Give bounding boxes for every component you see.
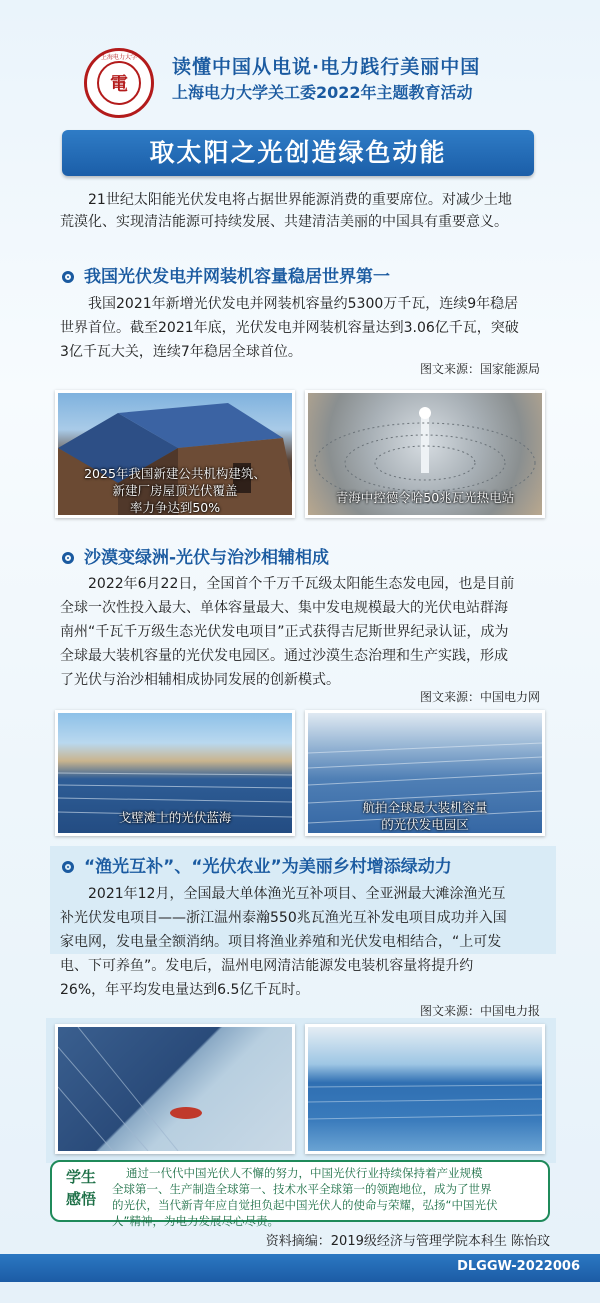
section2-line-4: 全球最大装机容量的光伏发电园区。通过沙漠生态治理和生产实践，形成: [60, 648, 508, 664]
section2-source: 图文来源：中国电力网: [419, 690, 540, 704]
intro-line-1: 21世纪太阳能光伏发电将占据世界能源消费的重要席位。对减少土地: [88, 192, 512, 208]
student-reflection-tag: [56, 1166, 106, 1216]
bullet-icon: [62, 552, 74, 564]
section1-line-3: 3亿千瓦大关，连续7年稳居全球首位。: [60, 344, 302, 360]
photo-coastal-solar: [305, 1024, 545, 1154]
student-tag-line1: 学生: [65, 1168, 96, 1186]
photo-fishery-solar: [55, 1024, 295, 1154]
section2-heading: [62, 543, 329, 568]
student-line-2: 全球第一、生产制造全球第一、技术水平全球第一的领跑地位，成为了世界: [112, 1182, 492, 1196]
section2-line-1: 2022年6月22日，全国首个千万千瓦级太阳能生态发电园，也是目前: [88, 576, 515, 592]
section2-heading-text: 沙漠变绿洲-光伏与治沙相辅相成: [84, 548, 330, 568]
photo2-caption: 青海中控德令哈50兆瓦光热电站: [335, 490, 515, 505]
logo-ring-text: 上海电力大学: [100, 54, 137, 61]
section3-line-1: 2021年12月，全国最大单体渔光互补项目、全亚洲最大滩涂渔光互: [88, 886, 506, 902]
student-line-3: 的光伏，当代新青年应自觉担负起中国光伏人的使命与荣耀，弘扬“中国光伏: [112, 1198, 498, 1212]
photo3-caption: 戈壁滩上的光伏蓝海: [118, 810, 232, 825]
intro-line-2: 荒漠化、实现清洁能源可持续发展、共建清洁美丽的中国具有重要意义。: [60, 214, 508, 230]
section3-line-5: 26%，年平均发电量达到6.5亿千瓦时。: [60, 982, 310, 998]
photo1-caption-line2: 新建厂房屋顶光伏覆盖: [112, 483, 238, 498]
bullet-icon: [62, 271, 74, 283]
photo-gobi-solar: [55, 710, 295, 836]
page-title-banner: 取太阳之光创造绿色动能: [62, 130, 534, 176]
student-line-1: 通过一代代中国光伏人不懈的努力，中国光伏行业持续保持着产业规模: [126, 1166, 483, 1180]
section1-heading: [62, 262, 390, 287]
student-line-4: 人”精神，为电力发展尽心尽责。: [112, 1214, 279, 1228]
university-logo: [84, 48, 154, 118]
section2-line-3: 南州“千瓦千万级生态光伏发电项目”正式获得吉尼斯世界纪录认证，成为: [60, 624, 509, 640]
photo4-caption-line2: 的光伏发电园区: [381, 817, 469, 832]
bullet-icon: [62, 861, 74, 873]
photo4-caption-line1: 航拍全球最大装机容量: [362, 800, 488, 815]
section3-heading: [62, 852, 452, 877]
section2-line-2: 全球一次性投入最大、单体容量最大、集中发电规模最大的光伏电站群海: [60, 600, 508, 616]
coastal-solar-image: [308, 1027, 542, 1151]
photo1-caption-line1: 2025年我国新建公共机构建筑、: [84, 466, 266, 481]
fishery-solar-image: [58, 1027, 292, 1151]
student-tag-line2: 感悟: [65, 1190, 96, 1208]
section3-line-2: 补光伏发电项目——浙江温州泰瀚550兆瓦渔光互补发电项目成功并入国: [60, 910, 507, 926]
student-reflection-text: [112, 1165, 542, 1229]
section1-line-1: 我国2021年新增光伏发电并网装机容量约5300万千瓦，连续9年稳居: [88, 296, 519, 312]
credit-line: 资料摘编：2019级经济与管理学院本科生 陈怡玟: [265, 1234, 550, 1249]
section3-line-4: 电、下可养鱼”。发电后，温州电网清洁能源发电装机容量将提升约: [60, 958, 474, 974]
section3-line-3: 家电网，发电量全额消纳。项目将渔业养殖和光伏发电相结合，“上可发: [60, 934, 502, 950]
section2-line-5: 了光伏与治沙相辅相成协同发展的创新模式。: [60, 672, 340, 688]
header-subtitle: 上海电力大学关工委2022年主题教育活动: [172, 83, 473, 102]
photo1-caption-line3: 率力争达到50%: [129, 500, 221, 515]
logo-emblem: 電: [97, 61, 141, 105]
section1-heading-text: 我国光伏发电并网装机容量稳居世界第一: [84, 267, 390, 287]
photo-rooftop-solar: [55, 390, 295, 518]
photo-solar-thermal-plant: [305, 390, 545, 518]
section3-heading-text: “渔光互补”、“光伏农业”为美丽乡村增添绿动力: [84, 857, 452, 877]
section3-source: 图文来源：中国电力报: [419, 1004, 540, 1018]
header-title: 读懂中国从电说·电力践行美丽中国: [172, 56, 481, 78]
document-code: DLGGW-2022006: [457, 1259, 580, 1274]
photo-aerial-solar-park: [305, 710, 545, 836]
section1-line-2: 世界首位。截至2021年底，光伏发电并网装机容量达到3.06亿千瓦，突破: [60, 320, 519, 336]
section1-source: 图文来源：国家能源局: [419, 362, 540, 376]
